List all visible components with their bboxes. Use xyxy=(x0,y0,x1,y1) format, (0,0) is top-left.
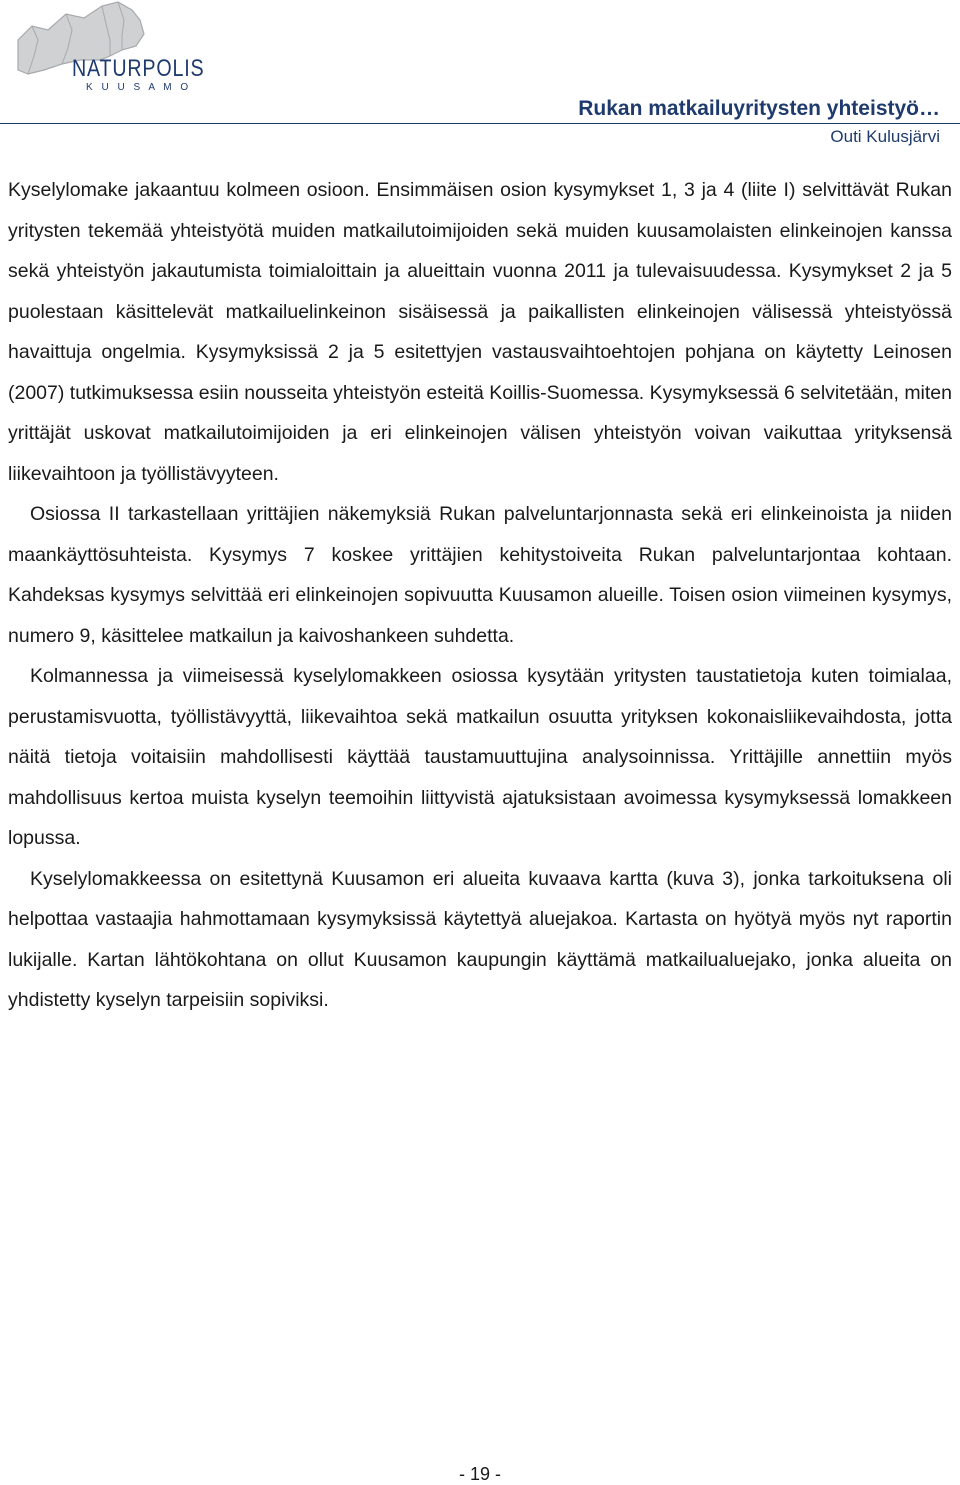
header-title: Rukan matkailuyritysten yhteistyö… xyxy=(578,97,940,120)
naturpolis-logo xyxy=(14,0,204,100)
logo-name: NATURPOLIS xyxy=(72,55,205,82)
body-text xyxy=(8,170,952,1021)
logo-subtitle: K U U S A M O xyxy=(86,82,192,93)
paragraph-4: Kyselylomakkeessa on esitettynä Kuusamon eri alueita kuvaava kartta (kuva 3), jonka tarkoituksena oli helpottaa vastaajia hahmottamaan kysymyksissä käytettyä aluejakoa. Kartasta on hyötyä myös nyt raportin lukijalle. Kartan lähtökohtana on ollut Kuusamon kaupungin käyttämä matkailualuejako, jonka alueita on yhdistetty kyselyn tarpeisiin sopiviksi. xyxy=(8,867,952,1011)
page-number: - 19 - xyxy=(458,1464,501,1484)
paragraph-2: Osiossa II tarkastellaan yrittäjien näkemyksiä Rukan palveluntarjonnasta sekä eri elinkeinoista ja niiden maankäyttösuhteista. Kysymys 7 koskee yrittäjien kehitystoiveita Rukan palveluntarjontaa kohtaan. Kahdeksas kysymys selvittää eri elinkeinojen sopivuutta Kuusamon alueille. Toisen osion viimeinen kysymys, numero 9, käsittelee matkailun ja kaivoshankeen suhdetta. xyxy=(8,503,952,647)
header-author: Outi Kulusjärvi xyxy=(830,127,940,146)
paragraph-1: Kyselylomake jakaantuu kolmeen osioon. Ensimmäisen osion kysymykset 1, 3 ja 4 (liite I) selvittävät Rukan yritysten tekemää yhteistyötä muiden matkailutoimijoiden sekä muiden kuusamolaisten elinkeinojen kanssa sekä yhteistyön jakautumista toimialoittain ja alueittain vuonna 2011 ja tulevaisuudessa. Kysymykset 2 ja 5 puolestaan käsittelevät matkailuelinkeinon sisäisessä ja paikallisten elinkeinojen välisessä yhteistyössä havaittuja ongelmia. Kysymyksissä 2 ja 5 esitettyjen vastausvaihtoehtojen pohjana on käytetty Leinosen (2007) tutkimuksessa esiin nousseita yhteistyön esteitä Koillis-Suomessa. Kysymyksessä 6 selvitetään, miten yrittäjät uskovat matkailutoimijoiden ja eri elinkeinojen välisen yhteistyön voivan vaikuttaa yrityksensä liikevaihtoon ja työllistävyyteen. xyxy=(8,179,952,485)
paragraph-3: Kolmannessa ja viimeisessä kyselylomakkeen osiossa kysytään yritysten taustatietoja kuten toimialaa, perustamisvuotta, työllistävyyttä, liikevaihtoa sekä matkailun osuutta yrityksen kokonaisliikevaihdosta, jotta näitä tietoja voitaisiin mahdollisesti käyttää taustamuuttujina analysoinnissa. Yrittäjille annettiin myös mahdollisuus kertoa muista kyselyn teemoihin liittyvistä ajatuksistaan avoimessa kysymyksessä lomakkeen lopussa. xyxy=(8,665,952,849)
page-header xyxy=(578,96,940,148)
